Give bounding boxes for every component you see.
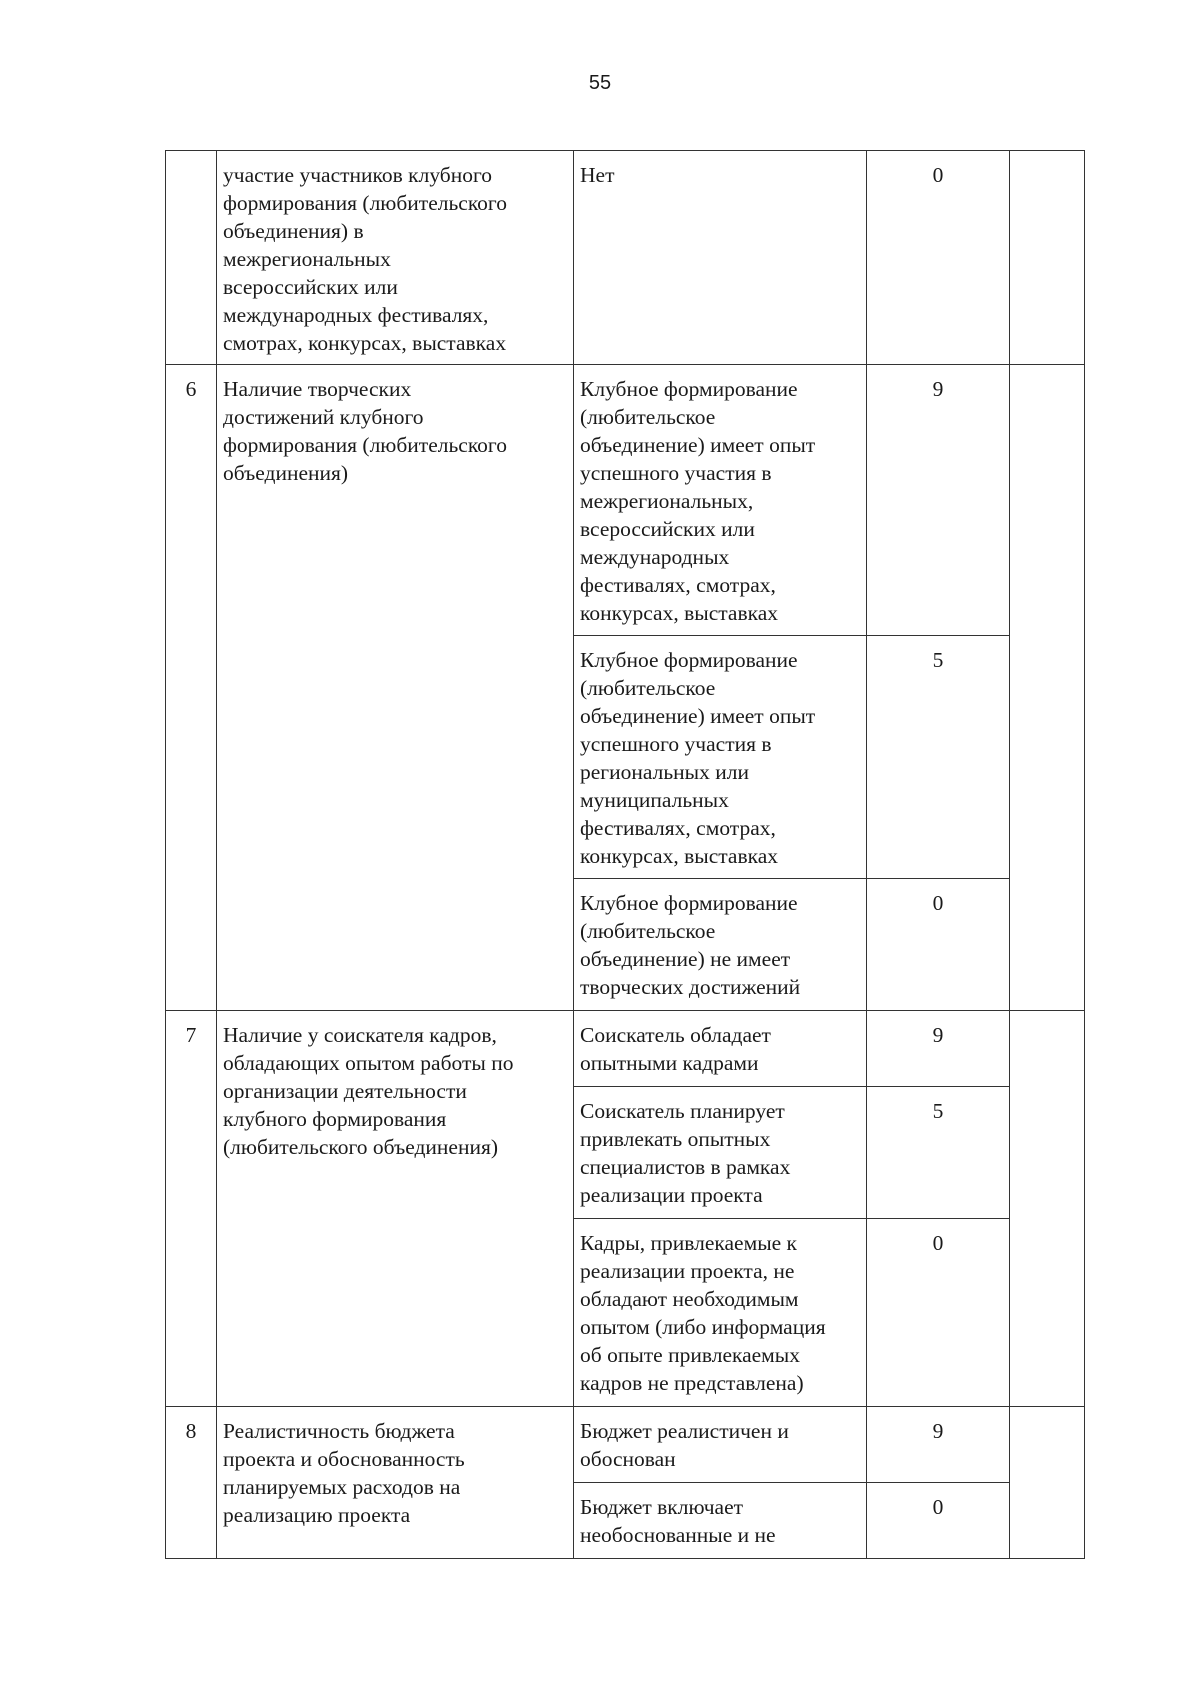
criterion-line: Наличие у соискателя кадров, — [223, 1023, 497, 1047]
option-line: об опыте привлекаемых — [580, 1343, 800, 1367]
blank-cell — [1010, 365, 1085, 1011]
table-row — [166, 151, 1085, 365]
option-line: Соискатель планирует — [580, 1099, 785, 1123]
criterion-line: (любительского объединения) — [223, 1135, 499, 1159]
criterion-line: Наличие творческих — [223, 377, 412, 401]
option-line: объединение) имеет опыт — [580, 704, 816, 728]
option-line: Клубное формирование — [580, 891, 798, 915]
option-description — [574, 1011, 867, 1087]
option-line: реализации проекта — [580, 1183, 763, 1207]
option-line: всероссийских или — [580, 517, 755, 541]
option-line: региональных или — [580, 760, 749, 784]
option-line: специалистов в рамках — [580, 1155, 791, 1179]
option-score: 5 — [867, 636, 1010, 879]
option-score: 5 — [867, 1087, 1010, 1219]
criterion-name — [217, 365, 574, 1011]
criterion-line: формирования (любительского — [223, 433, 507, 457]
option-line: конкурсах, выставках — [580, 601, 779, 625]
option-line: Клубное формирование — [580, 377, 798, 401]
option-line: необоснованные и не — [580, 1523, 776, 1547]
criterion-line: организации деятельности — [223, 1079, 467, 1103]
option-score: 0 — [867, 1483, 1010, 1559]
table-row — [166, 1011, 1085, 1087]
option-line: кадров не представлена) — [580, 1371, 804, 1395]
option-description — [574, 151, 867, 365]
option-line: реализации проекта, не — [580, 1259, 795, 1283]
option-line: фестивалях, смотрах, — [580, 816, 776, 840]
criterion-line: достижений клубного — [223, 405, 424, 429]
option-line: объединение) имеет опыт — [580, 433, 816, 457]
criteria-table — [165, 150, 1085, 1559]
option-line: опытными кадрами — [580, 1051, 759, 1075]
option-description — [574, 1087, 867, 1219]
option-score: 0 — [867, 151, 1010, 365]
criterion-number — [166, 151, 217, 365]
option-line: Бюджет реалистичен и — [580, 1419, 789, 1443]
option-line: (любительское — [580, 676, 716, 700]
table-row — [166, 1407, 1085, 1483]
option-line: Кадры, привлекаемые к — [580, 1231, 798, 1255]
criterion-line: формирования (любительского — [223, 191, 507, 215]
option-description — [574, 1483, 867, 1559]
option-score: 0 — [867, 1219, 1010, 1407]
option-score: 9 — [867, 1407, 1010, 1483]
criterion-line: Реалистичность бюджета — [223, 1419, 455, 1443]
option-line: привлекать опытных — [580, 1127, 771, 1151]
option-line: (любительское — [580, 919, 716, 943]
option-description — [574, 365, 867, 636]
option-description — [574, 1407, 867, 1483]
option-line: опытом (либо информация — [580, 1315, 826, 1339]
criterion-number: 6 — [166, 365, 217, 1011]
option-line: успешного участия в — [580, 461, 772, 485]
option-line: Нет — [580, 163, 615, 187]
criterion-number: 7 — [166, 1011, 217, 1407]
criterion-line: планируемых расходов на — [223, 1475, 461, 1499]
option-description — [574, 636, 867, 879]
criterion-line: смотрах, конкурсах, выставках — [223, 331, 507, 355]
option-line: творческих достижений — [580, 975, 801, 999]
criterion-line: объединения) в — [223, 219, 364, 243]
criterion-name — [217, 1011, 574, 1407]
table-row — [166, 365, 1085, 636]
criterion-number: 8 — [166, 1407, 217, 1559]
option-line: муниципальных — [580, 788, 729, 812]
option-score: 0 — [867, 879, 1010, 1011]
criterion-line: клубного формирования — [223, 1107, 447, 1131]
criterion-line: объединения) — [223, 461, 349, 485]
criterion-line: международных фестивалях, — [223, 303, 489, 327]
blank-cell — [1010, 1011, 1085, 1407]
option-line: межрегиональных, — [580, 489, 754, 513]
criterion-line: реализацию проекта — [223, 1503, 411, 1527]
criterion-line: всероссийских или — [223, 275, 398, 299]
blank-cell — [1010, 151, 1085, 365]
option-line: Клубное формирование — [580, 648, 798, 672]
option-line: Бюджет включает — [580, 1495, 744, 1519]
option-line: конкурсах, выставках — [580, 844, 779, 868]
option-score: 9 — [867, 1011, 1010, 1087]
option-line: обоснован — [580, 1447, 676, 1471]
option-description — [574, 879, 867, 1011]
option-line: Соискатель обладает — [580, 1023, 771, 1047]
page-number: 55 — [588, 72, 612, 94]
blank-cell — [1010, 1407, 1085, 1559]
criterion-line: участие участников клубного — [223, 163, 493, 187]
option-line: фестивалях, смотрах, — [580, 573, 776, 597]
option-description — [574, 1219, 867, 1407]
criterion-line: проекта и обоснованность — [223, 1447, 465, 1471]
option-score: 9 — [867, 365, 1010, 636]
option-line: международных — [580, 545, 730, 569]
criterion-name — [217, 151, 574, 365]
criterion-line: межрегиональных — [223, 247, 391, 271]
option-line: (любительское — [580, 405, 716, 429]
option-line: обладают необходимым — [580, 1287, 799, 1311]
criterion-line: обладающих опытом работы по — [223, 1051, 514, 1075]
option-line: успешного участия в — [580, 732, 772, 756]
option-line: объединение) не имеет — [580, 947, 791, 971]
criterion-name — [217, 1407, 574, 1559]
